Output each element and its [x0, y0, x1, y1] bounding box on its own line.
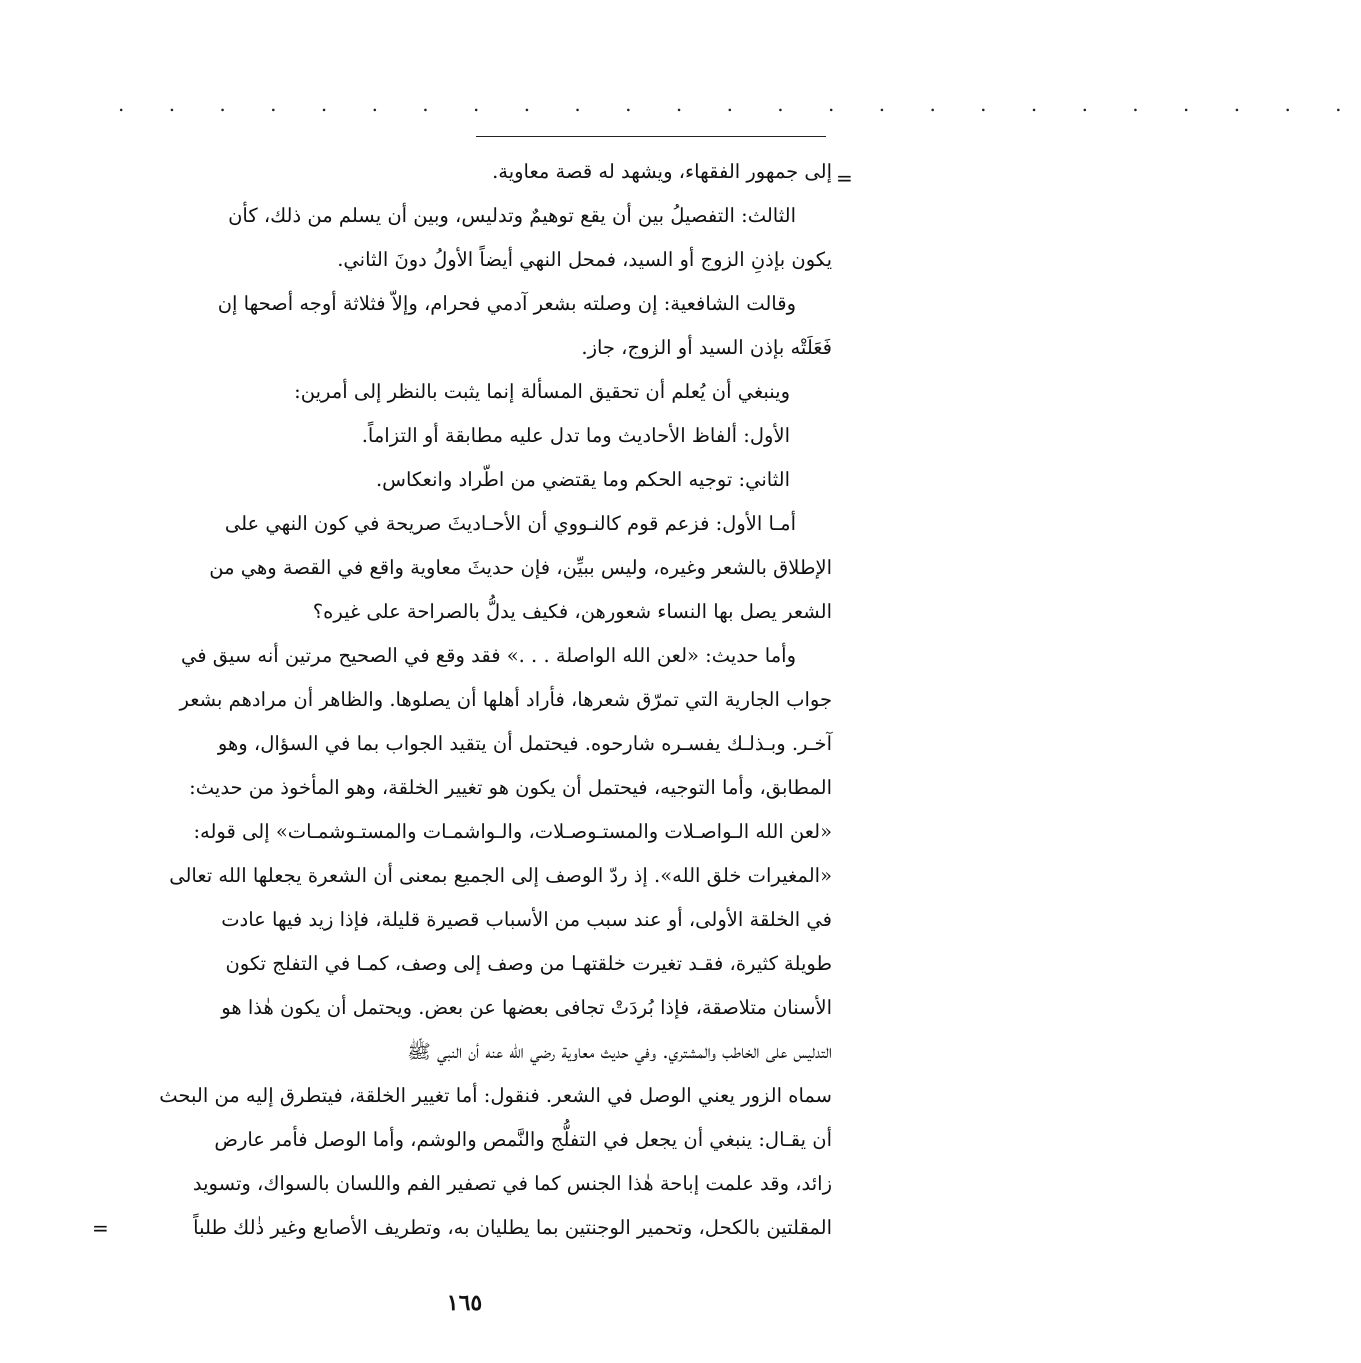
text-line: «لعن الله الـواصـلات والمستـوصـلات، والـواشمـات والمستـوشمـات» إلى قوله:	[193, 820, 832, 843]
text-line: إلى جمهور الفقهاء، ويشهد له قصة معاوية.	[492, 160, 832, 183]
text-line: «المغيرات خلق الله». إذ ردّ الوصف إلى الجميع بمعنى أن الشعرة يجعلها الله تعالى	[169, 864, 832, 887]
page-number: ١٦٥	[446, 1290, 483, 1316]
footnote-separator-rule	[476, 136, 826, 137]
text-line: في الخلقة الأولى، أو عند سبب من الأسباب قصيرة قليلة، فإذا زيد فيها عادت	[221, 908, 832, 931]
text-line: التدليس على الخاطب والمشتري. وفي حديث معاوية رضي الله عنه أن النبي ﷺ	[407, 1040, 832, 1063]
text-line: وينبغي أن يُعلم أن تحقيق المسألة إنما يثبت بالنظر إلى أمرين:	[294, 380, 790, 403]
text-line: أمـا الأول: فزعم قوم كالنـووي أن الأحـاديثَ صريحة في كون النهي على	[224, 512, 796, 535]
text-line: فَعَلَتْه بإذن السيد أو الزوج، جاز.	[581, 336, 832, 359]
text-line: وقالت الشافعية: إن وصلته بشعر آدمي فحرام، وإلاّ فثلاثة أوجه أصحها إن	[217, 292, 796, 315]
header-dots: . . . . . . . . . . . . . . . . . . . . . . . . .	[118, 92, 1361, 116]
text-line: الثالث: التفصيلُ بين أن يقع توهيمٌ وتدليس، وبين أن يسلم من ذلك، كأن	[228, 204, 796, 227]
text-line: سماه الزور يعني الوصل في الشعر. فنقول: أما تغيير الخلقة، فيتطرق إليه من البحث	[159, 1084, 832, 1107]
text-line: جواب الجارية التي تمرّق شعرها، فأراد أهلها أن يصلوها. والظاهر أن مرادهم بشعر	[179, 688, 832, 711]
text-line: الشعر يصل بها النساء شعورهن، فكيف يدلُّ بالصراحة على غيره؟	[312, 600, 832, 623]
text-line: الأول: ألفاظ الأحاديث وما تدل عليه مطابقة أو التزاماً.	[361, 424, 790, 447]
text-line: أن يقـال: ينبغي أن يجعل في التفلُّج والنَّمص والوشم، وأما الوصل فأمر عارض	[214, 1128, 832, 1151]
text-line: المقلتين بالكحل، وتحمير الوجنتين بما يطليان به، وتطريف الأصابع وغير ذٰلك طلباً	[193, 1216, 832, 1239]
text-line: وأما حديث: «لعن الله الواصلة . . .» فقد وقع في الصحيح مرتين أنه سيق في	[180, 644, 796, 667]
text-line: المطابق، وأما التوجيه، فيحتمل أن يكون هو تغيير الخلقة، وهو المأخوذ من حديث:	[189, 776, 832, 799]
text-line: آخـر. وبـذلـك يفسـره شارحوه. فيحتمل أن يتقيد الجواب بما في السؤال، وهو	[217, 732, 832, 755]
text-line: الأسنان متلاصقة، فإذا بُردَتْ تجافى بعضها عن بعض. ويحتمل أن يكون هٰذا هو	[221, 996, 832, 1019]
text-line: زائد، وقد علمت إباحة هٰذا الجنس كما في تصفير الفم واللسان بالسواك، وتسويد	[192, 1172, 832, 1195]
text-line: يكون بإذنِ الزوج أو السيد، فمحل النهي أيضاً الأولُ دونَ الثاني.	[337, 248, 832, 271]
continuation-mark: =	[836, 166, 853, 190]
text-line: طويلة كثيرة، فقـد تغيرت خلقتهـا من وصف إلى وصف، كمـا في التفلج تكون	[225, 952, 832, 975]
text-line: الثاني: توجيه الحكم وما يقتضي من اطّراد وانعكاس.	[375, 468, 790, 491]
footnote-text	[110, 150, 832, 1250]
text-line: الإطلاق بالشعر وغيره، وليس ببيِّن، فإن حديثَ معاوية واقع في القصة وهي من	[209, 556, 832, 579]
continuation-mark-end: =	[92, 1216, 109, 1240]
